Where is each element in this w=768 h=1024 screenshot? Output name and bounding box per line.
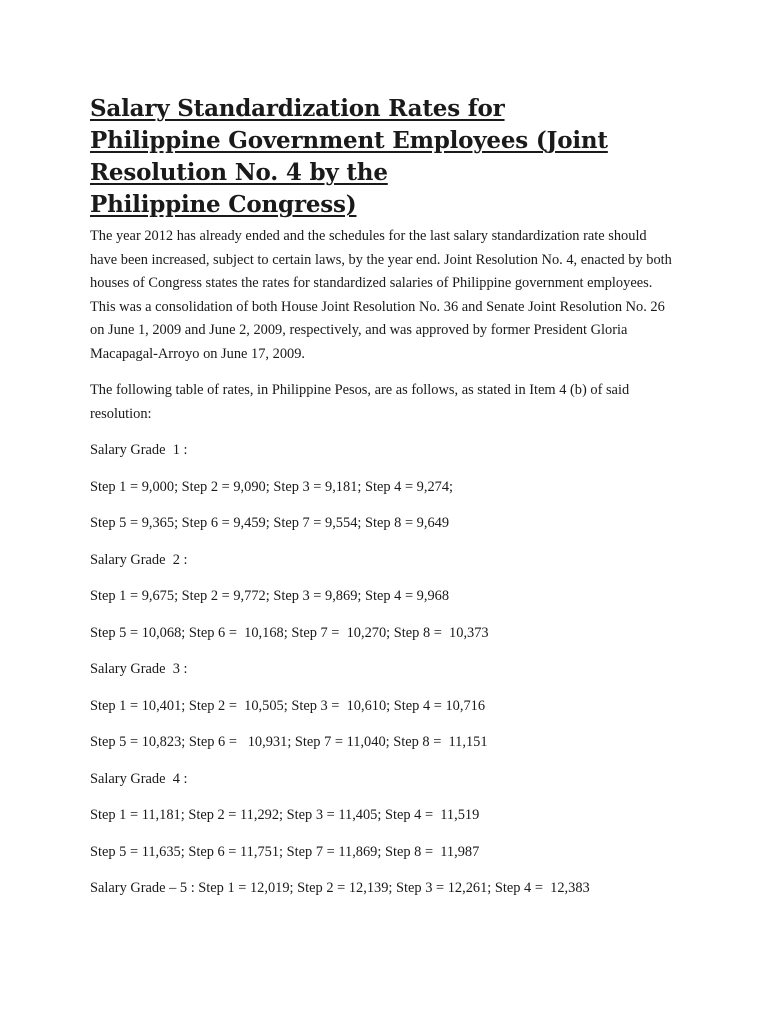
- salary-steps-line: Step 5 = 11,635; Step 6 = 11,751; Step 7 = 11,869; Step 8 = 11,987: [90, 843, 480, 860]
- paragraph-line: Macapagal-Arroyo on June 17, 2009.: [90, 345, 306, 362]
- salary-grade-heading: Salary Grade 1 :: [90, 442, 188, 458]
- paragraph-line: houses of Congress states the rates for standardized salaries of Philippine government employees.: [90, 275, 653, 291]
- salary-steps-line: Step 1 = 10,401; Step 2 = 10,505; Step 3 = 10,610; Step 4 = 10,716: [90, 697, 486, 714]
- title-line: Salary Standardization Rates for: [90, 95, 505, 122]
- paragraph-line: The year 2012 has already ended and the schedules for the last salary standardization rate should: [90, 228, 647, 244]
- salary-grade-heading: Salary Grade 2 :: [90, 551, 188, 568]
- salary-steps-line: Step 5 = 9,365; Step 6 = 9,459; Step 7 = 9,554; Step 8 = 9,649: [90, 515, 450, 531]
- salary-steps-line: Step 5 = 10,068; Step 6 = 10,168; Step 7 = 10,270; Step 8 = 10,373: [90, 624, 489, 641]
- document-page: [90, 93, 690, 914]
- paragraph-line: have been increased, subject to certain laws, by the year end. Joint Resolution No. 4, enacted by both: [90, 251, 672, 268]
- document-title: [90, 93, 690, 221]
- salary-steps-line: Step 1 = 9,675; Step 2 = 9,772; Step 3 = 9,869; Step 4 = 9,968: [90, 588, 450, 604]
- salary-steps-line: Salary Grade – 5 : Step 1 = 12,019; Step 2 = 12,139; Step 3 = 12,261; Step 4 = 12,383: [90, 880, 590, 896]
- salary-steps-line: Step 5 = 10,823; Step 6 = 10,931; Step 7 = 11,040; Step 8 = 11,151: [90, 734, 488, 750]
- salary-grade-heading: Salary Grade 3 :: [90, 661, 188, 677]
- paragraph-line: resolution:: [90, 405, 152, 422]
- title-line: Resolution No. 4 by the: [90, 159, 388, 186]
- title-line: Philippine Government Employees (Joint: [90, 127, 608, 154]
- salary-steps-line: Step 1 = 9,000; Step 2 = 9,090; Step 3 = 9,181; Step 4 = 9,274;: [90, 478, 454, 495]
- salary-steps-line: Step 1 = 11,181; Step 2 = 11,292; Step 3 = 11,405; Step 4 = 11,519: [90, 807, 480, 823]
- table-intro-paragraph: [90, 379, 690, 426]
- title-line: Philippine Congress): [90, 191, 357, 218]
- intro-paragraph: [90, 225, 690, 366]
- paragraph-line: This was a consolidation of both House Joint Resolution No. 36 and Senate Joint Resolution No. 26: [90, 298, 665, 315]
- paragraph-line: The following table of rates, in Philippine Pesos, are as follows, as stated in Item 4 (b) of said: [90, 382, 630, 398]
- paragraph-line: on June 1, 2009 and June 2, 2009, respectively, and was approved by former President Gloria: [90, 322, 628, 338]
- salary-grade-heading: Salary Grade 4 :: [90, 770, 188, 787]
